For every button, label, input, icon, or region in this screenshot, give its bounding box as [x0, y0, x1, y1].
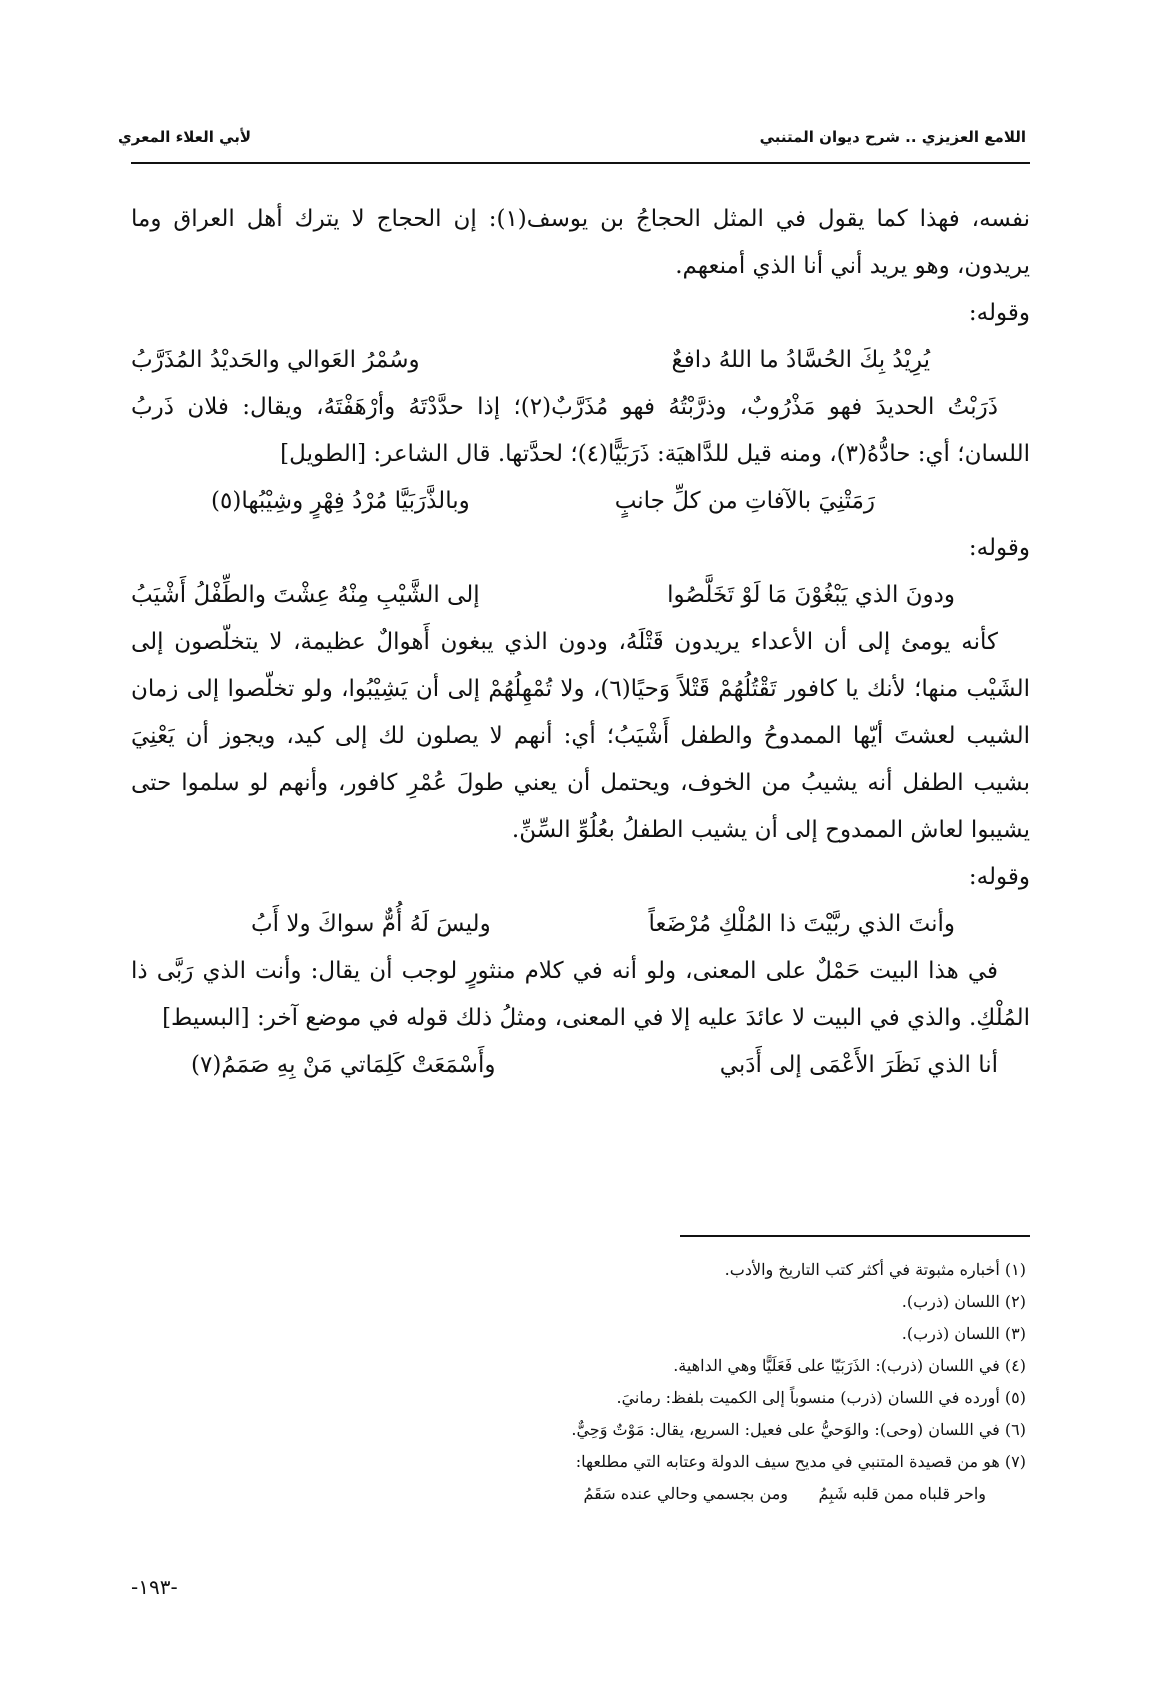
- header-rule: [131, 162, 1030, 164]
- verse-line: [131, 901, 1030, 948]
- running-header-author: لأبي العلاء المعري: [118, 128, 252, 146]
- quote-label: وقوله:: [968, 300, 1030, 326]
- paragraph: في هذا البيت حَمْلٌ على المعنى، ولو أنه في كلام منثورٍ لوجب أن يقال: وأنت الذي رَبَّى ذا المُلْكِ. والذي في البيت لا عائدَ عليه إلا في المعنى، ومثلُ ذلك قوله في موضع آخر: [البسيط]: [131, 958, 1030, 1031]
- paragraph: ذَرَبْتُ الحديدَ فهو مَذْرُوبٌ، وذرَّبْتُهُ فهو مُذَرَّبٌ(٢)؛ إذا حدَّدْتَهُ وأرْهَفْتَهُ، ويقال: فلان ذَربُ اللسان؛ أي: حادُّهُ(٣)، ومنه قيل للدَّاهيَة: ذَرَبَيًّا(٤)؛ لحدَّتها. قال الشاعر: [الطويل]: [131, 394, 1030, 467]
- verse-hemistich: ومن بجسمي وحالي عنده سَقَمُ: [583, 1484, 788, 1503]
- running-header-title: اللامع العزيزي .. شرح ديوان المتنبي: [759, 128, 1026, 146]
- verse-hemistich: أنا الذي نَظَرَ الأَعْمَى إلى أَدَبي: [719, 1052, 998, 1078]
- footnote: (١) أخباره مثبوتة في أكثر كتب التاريخ والأدب.: [724, 1260, 1026, 1279]
- footnote-verse: [240, 1478, 1026, 1510]
- footnote: (٦) في اللسان (وحى): والوَحيُّ على فعيل: السريع، يقال: مَوْتٌ وَحِيٌّ.: [571, 1420, 1026, 1439]
- footnote: (٣) اللسان (ذرب).: [901, 1324, 1026, 1343]
- footnote-rule: [680, 1235, 1030, 1237]
- paragraph: كأنه يومئ إلى أن الأعداء يريدون قَتْلَهُ، ودون الذي يبغون أَهوالٌ عظيمة، لا يتخلّصون إلى الشَيْب منها؛ لأنك يا كافور تَقْتُلُهُمْ قَتْلاً وَحيًا(٦)، ولا تُمْهِلُهُمْ إلى أن يَشِيْبُوا، ولو تخلّصوا إلى زمان الشيب لعشتَ أيّها الممدوحُ والطفل أَشْيَبُ؛ أي: أنهم لا يصلون لك إلى كيد، ويجوز أن يَعْنِيَ بشيب الطفل أنه يشيبُ من الخوف، ويحتمل أن يعني طولَ عُمْرِ كافور، وأنهم لو سلموا حتى يشيبوا لعاش الممدوح إلى أن يشيب الطفلُ بعُلُوِّ السِّنِّ.: [131, 629, 1030, 843]
- verse-hemistich: رَمَتْنِيَ بالآفاتِ من كلِّ جانبٍ: [614, 488, 875, 514]
- verse-line: [131, 337, 1030, 384]
- main-text: [131, 196, 1030, 1089]
- verse-hemistich: ودونَ الذي يَبْغُوْنَ مَا لَوْ تَخَلَّصُوا: [667, 582, 955, 608]
- verse-line: [131, 478, 1030, 525]
- verse-hemistich: وأنتَ الذي ربَّيْتَ ذا المُلْكِ مُرْضَعاً: [648, 911, 955, 937]
- paragraph: نفسه، فهذا كما يقول في المثل الحجاجُ بن يوسف(١): إن الحجاج لا يترك أهل العراق وما يريدون، وهو يريد أني أنا الذي أمنعهم.: [131, 206, 1030, 279]
- footnote: (٢) اللسان (ذرب).: [901, 1292, 1026, 1311]
- quote-label: وقوله:: [968, 535, 1030, 561]
- footnote: (٧) هو من قصيدة المتنبي في مديح سيف الدولة وعتابه التي مطلعها:: [575, 1452, 1026, 1471]
- verse-hemistich: وليسَ لَهُ أُمٌّ سواكَ ولا أَبُ: [251, 911, 491, 937]
- verse-hemistich: إلى الشَّيْبِ مِنْهُ عِشْتَ والطِّفْلُ أَشْيَبُ: [131, 582, 480, 608]
- verse-hemistich: وبالذَّرَبَيَّا مُرْدُ فِهْرٍ وشِيْبُها(٥): [211, 488, 470, 514]
- footnotes: [240, 1254, 1026, 1510]
- page-number: -١٩٣-: [131, 1575, 178, 1599]
- verse-line: [131, 1042, 1030, 1089]
- quote-label: وقوله:: [968, 864, 1030, 890]
- verse-hemistich: وأَسْمَعَتْ كَلِمَاتي مَنْ بِهِ صَمَمُ(٧): [191, 1052, 496, 1078]
- verse-hemistich: يُرِيْدُ بِكَ الحُسَّادُ ما اللهُ دافعٌ: [671, 347, 930, 373]
- verse-line: [131, 572, 1030, 619]
- footnote: (٤) في اللسان (ذرب): الذَرَبَيّا على فَعَلَيًّا وهي الداهية.: [673, 1356, 1026, 1375]
- footnote: (٥) أورده في اللسان (ذرب) منسوباً إلى الكميت بلفظ: رمانيَ.: [616, 1388, 1026, 1407]
- verse-hemistich: وسُمْرُ العَوالي والحَديْدُ المُذَرَّبُ: [131, 347, 420, 373]
- verse-hemistich: واحر قلباه ممن قلبه شَبِمُ: [818, 1484, 986, 1503]
